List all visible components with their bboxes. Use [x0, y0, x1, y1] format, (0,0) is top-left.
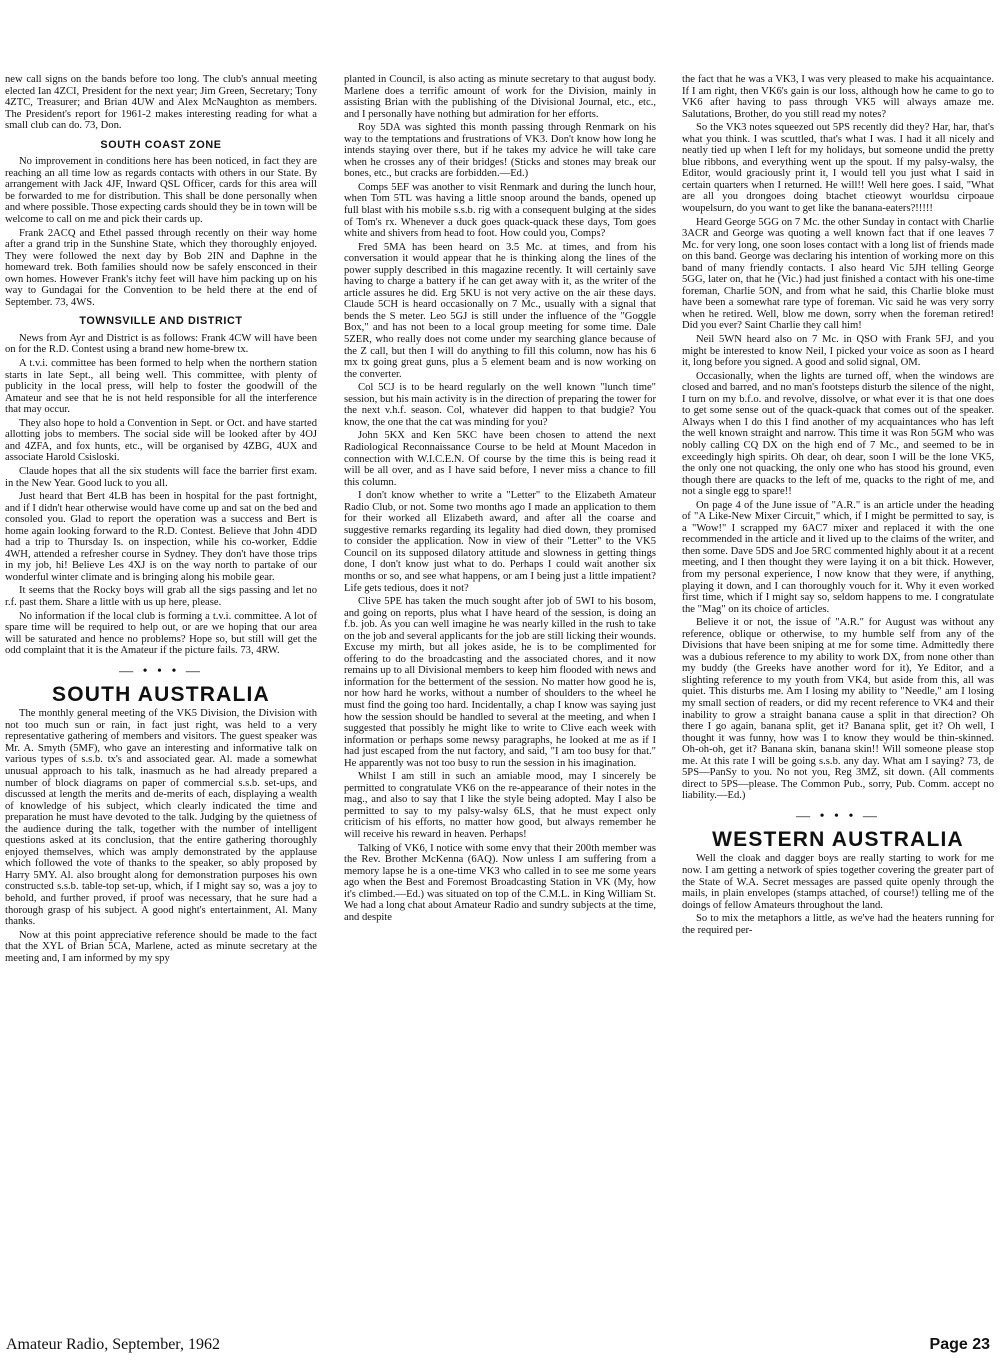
- paragraph: Fred 5MA has been heard on 3.5 Mc. at times, and from his conversation it would appear that he is thinking along the lines of the power supply described in this magazine recently. It will certainly save having to charge a battery if he can get away with it, as the writer of the article assures he did. Erg 5KU is not very active on the air these days. Claude 5CH is heard occasionally on 7 Mc., usually with a signal that bends the S meter. Leo 5GJ is still under the influence of the "Goggle Box," and has not been to a local group meeting for some time. Dale 5ZER, who really does not come under my searching glance because of the Z call, but then I will do anything to fill this column, now has his 6 mx tx going great guns, plus a 5 element beam and is now working on the converter.: [344, 241, 656, 380]
- paragraph: So to mix the metaphors a little, as we've had the heaters running for the required per-: [682, 913, 994, 936]
- paragraph: Whilst I am still in such an amiable mood, may I sincerely be permitted to congratulate VK6 on the re-appearance of their notes in the mag., and also to say that I like the style being adopted. May I also be permitted to say to my palsy-walsy 6LS, that he must expect only criticism of his efforts, no matter how good, but always remember he will receive his reward in heaven. Perhaps!: [344, 771, 656, 840]
- paragraph: Well the cloak and dagger boys are really starting to work for me now. I am getting a network of spies together covering the greater part of the State of W.A. Secret messages are passed quite openly through the mails, in plain envelopes (stamps attached, of course!) telling me of the doings of fellow Amateurs throughout the land.: [682, 853, 994, 911]
- paragraph: The monthly general meeting of the VK5 Division, the Division with not too much sun or rain, in fact just right, was held to a very representative gathering of members and visitors. The guest speaker was Mr. A. Smyth (5MF), who gave an interesting and informative talk on various types of s.s.b. tx's and associated gear. Al. made a somewhat unusual approach to his talk, inasmuch as he had already prepared a number of block diagrams on paper of commercial s.s.b. set-ups, and discussed at length the merits and de-merits of each, displaying a wealth of knowledge of his subject, which clearly indicated the time and preparation he must have devoted to the talk. Judging by the quietness of the audience during the talk, together with the number of intelligent questions asked at its conclusion, that the entire gathering thoroughly enjoyed themselves, which was amply demonstrated by the applause which followed the vote of thanks to the speaker, so ably proposed by Harry 5MY. Al. also brought along for demonstration purposes his own constructed s.s.b. table-top set-up, which, if I might say so, was a joy to behold, and further proved, if proof was necessary, that he sure had a thorough grasp of his subject. A good night's entertainment, Al. Many thanks.: [5, 708, 317, 928]
- paragraph: John 5KX and Ken 5KC have been chosen to attend the next Radiological Reconnaissance Course to be held at Mount Macedon in connection with W.I.C.E.N. Of course by the time this is being read it will be all over, and as I have said before, I never miss a chance to fill this column.: [344, 430, 656, 488]
- paragraph: A t.v.i. committee has been formed to help when the northern station starts in late Sept., all being well. This committee, with plenty of publicity in the local press, will help to foster the goodwill of the Amateur and see that he is not held responsible for all the interference that may occur.: [5, 358, 317, 416]
- paragraph: So the VK3 notes squeezed out 5PS recently did they? Har, har, that's what you think. I was scuttled, that's what I was. I had it all nicely and neatly tied up when I left for my holidays, but someone undid the pretty blue ribbons, and everything went up the spout. If my palsy-walsy, the Editor, would graciously print it, I would tell you just what I said in certain quarters when I returned. He will!! Well here goes. I said, "What are all you drongoes doing btachet ctieowyt wourldsu cirpoaue woupelsurn, do you want to get like the banana-eaters?!!!!!: [682, 122, 994, 215]
- paragraph: Clive 5PE has taken the much sought after job of 5WI to his bosom, and going on reports, plus what I have heard of the session, is doing an f.b. job. As you can well imagine he was nearly killed in the rush to take on the job and several applicants for the job are still licking their wounds. Excuse my mirth, but all jokes aside, he is to be complimented for offering to do the broadcasting and the associated chores, and it now remains up to all Divisional members to keep him flooded with news and information for the betterment of the session. No matter how good he is, nor how hard he works, without a number of shoulders to the wheel he must find the going too hard. Incidentally, a chap I know was saying just how the session should be handled to several at the meeting, and when I suggested that possibly he might like to write to Clive each week with information or perhaps some newsy paragraphs, he looked at me as if I had just escaped from the nut factory, and said, "I am too busy for that." He apparently was not too busy to run the session in his imagination.: [344, 596, 656, 769]
- page-footer: [0, 1336, 1000, 1358]
- paragraph: Roy 5DA was sighted this month passing through Renmark on his way to the temptations and frustrations of VK3. Don't know how long he intends staying over there, but if he takes my advice he will take care when he crosses any of their bridges! (Sticks and stones may break our bones, etc., but cracks are forbidden.—Ed.): [344, 122, 656, 180]
- paragraph: planted in Council, is also acting as minute secretary to that august body. Marlene does a terrific amount of work for the Division, mainly in assisting Brian with the publishing of the Divisional Journal, etc., etc., and I personally have nothing but admiration for her efforts.: [344, 74, 656, 120]
- paragraph: Col 5CJ is to be heard regularly on the well known "lunch time" session, but his main activity is in the direction of preparing the tower for the next v.h.f. season. Col, whatever did happen to that budgie? You know, the one that the cat was minding for you?: [344, 382, 656, 428]
- paragraph: On page 4 of the June issue of "A.R." is an article under the heading of "A Like-New Mixer Circuit," which, if I might be permitted to say, is a "Wow!" I scrapped my 6AC7 mixer and replaced it with the one recommended in the article and it lived up to the claims of the writer, and then some. Dave 5DS and Joe 5RC commented highly about it at a recent meeting, and I then thought they were laying it on a bit thick. However, from my personal experience, I now know that they were, if anything, playing it down, and I can thoroughly vouch for it. Why it even worked first time, which if I might say so, seldom happens to me. I congratulate the "Mag" on its choice of articles.: [682, 499, 994, 615]
- column-3: [682, 74, 994, 1329]
- page-number: Page 23: [929, 1336, 990, 1353]
- paragraph: It seems that the Rocky boys will grab all the sigs passing and let no r.f. past them. Share a little with us up here, please.: [5, 585, 317, 608]
- paragraph: No improvement in conditions here has been noticed, in fact they are reaching an all time low as regards contacts with others in our State. By arrangement with Jack 4JF, Inward QSL Officer, cards for this area will be forwarded to me for distribution. This shall be done personally when and where possible. Those expecting cards should they be in town will be welcome to call on me and pick their cards up.: [5, 156, 317, 226]
- paragraph: Just heard that Bert 4LB has been in hospital for the past fortnight, and if I didn't hear otherwise would have come up and sat on the bed and consoled you. Glad to report the operation was a success and Bert is home again looking forward to the R.D. Contest. Believe that John 4DD had a trip to Thursday Is. on inspection, while his co-worker, Eddie 4WH, attended a refresher course in Sydney. They don't have those trips in my job, hi! Believe Les 4XJ is on the way north to partake of our wonderful winter climate and is bringing along his mobile gear.: [5, 491, 317, 583]
- section-separator: — • • • —: [796, 808, 880, 824]
- paragraph: Comps 5EF was another to visit Renmark and during the lunch hour, when Tom 5TL was having a little snoop around the bands, opened up full blast with his mobile s.s.b. rig with a consequent bulging at the sides of Tom's rx. Whenever a duck goes quack-quack these days, Tom goes white and shivers from head to foot. How could you, Comps?: [344, 181, 656, 240]
- paragraph: No information if the local club is forming a t.v.i. committee. A lot of spare time will be required to help out, or are we hoping that our area will be saturated and hence no problems? Hope so, but still will get the odd complaint that it is the Amateur if the picture fails. 73, 4RW.: [5, 610, 317, 657]
- publication-line: Amateur Radio, September, 1962: [6, 1336, 220, 1353]
- paragraph: They also hope to hold a Convention in Sept. or Oct. and have started allotting jobs to members. The social side will be looked after by 4OJ and 4ZFA, and fox hunts, etc., will be organised by 4ZBG, 4UX and associate Harold Csisloski.: [5, 417, 317, 464]
- column-1: [5, 74, 317, 1329]
- paragraph: the fact that he was a VK3, I was very pleased to make his acquaintance. If I am right, then VK6's gain is our loss, although how he came to go to VK6 after having to pass through VK5 will always amaze me. Salutations, Brother, do you still read my notes?: [682, 74, 994, 120]
- paragraph: News from Ayr and District is as follows: Frank 4CW will have been on for the R.D. Contest using a brand new home-brew tx.: [5, 332, 317, 356]
- section-heading-townsville-and-district: TOWNSVILLE AND DISTRICT: [79, 315, 243, 328]
- paragraph: Talking of VK6, I notice with some envy that their 200th member was the Rev. Brother McKenna (6AQ). Now unless I am suffering from a memory lapse he is a one-time VK3 who called in to see me some years ago when the Best and Foremost Broadcasting Station in VK (My, how it's climbed.—Ed.) was situated on top of the C.M.L. in King William St. We had a long chat about Amateur Radio and sundry subjects at the time, and despite: [344, 842, 656, 923]
- column-2: [344, 74, 656, 1329]
- paragraph: Heard George 5GG on 7 Mc. the other Sunday in contact with Charlie 3ACR and George was quoting a well known fact that if one leaves 7 Mc. for very long, one soon loses contact with a long list of friends made on this band. George was declaring his intention of working more on this band of many friendly contacts. I also heard Vic 5JH telling George 5GG, later on, that he (Vic.) had just finished a contact with his one-time foreman, Charlie 5ON, and from what he said, this Charlie bloke must have been a somewhat rare type of foreman. Vic said he was very sorry when he retired. Well, blow me down, sorry when the foreman retired! Did you ever? Saint Charlie they call him!: [682, 216, 994, 332]
- paragraph: Occasionally, when the lights are turned off, when the windows are closed and barred, and no man's footsteps disturb the silence of the night, I turn on my b.f.o. and revolve, dissolve, or what ever it is that one does to get some sense out of the quack-quack that comes out of the speaker. Always when I do this I find another of my acquaintances who has left the well known straight and narrow. This time it was Ron 5GM who was nobly calling CQ DX on the high end of 7 Mc., and seemed to be in exceedingly high spirits. Oh dear, oh dear, soon I will be the lone VK5, the only one not quacking, the only one who has stood his ground, even though there are quacks to the left of me, quacks to the right of me, and not a single egg to spare!!: [682, 370, 994, 498]
- section-heading-south-coast-zone: SOUTH COAST ZONE: [100, 138, 222, 151]
- paragraph: Believe it or not, the issue of "A.R." for August was without any reference, oblique or otherwise, to my humble self from any of the Divisions that have been sniping at me for some time. Admittedly there was a dubious reference to my ability to work DX, from none other than my buddy (the Greeks have another word for it), Ye Editor, and a slighting reference to my youth from VK4, but aside from this, all was quiet. This disturbs me. Am I losing my ability to "Needle," am I losing my small section of readers, or did my recent reference to VK4 and their inability to grow a straight banana cause a split in that direction? Oh there I go again, banana split, get it? Banana split, get it? Oh well, I thought it was funny, how was I to know they would be thin-skinned. Oh-oh-oh, get it? Banana skin, banana skin!! Will someone please stop me. At this rate I will be going s.s.b. any day. What am I saying? 73, de 5PS—PanSy to you. No not you, Reg 3MZ, sit down. (All comments direct to 5PS—please. The Common Pub., sorry, Pub. Comm. accept no liability.—Ed.): [682, 617, 994, 802]
- paragraph: Now at this point appreciative reference should be made to the fact that the XYL of Brian 5CA, Marlene, acted as minute secretary at the meeting and, I am informed by my spy: [5, 929, 317, 964]
- paragraph: new call signs on the bands before too long. The club's annual meeting elected Ian 4ZCI, President for the next year; Jim Green, Secretary; Tony 4ZTC, Treasurer; and Brian 4UW and Alex McNaughton as members. The President's report for 1961-2 makes interesting reading for what a small club can do. 73, Don.: [5, 74, 317, 132]
- paragraph: Frank 2ACQ and Ethel passed through recently on their way home after a grand trip in the Sunshine State, which they thoroughly enjoyed. They were followed the next day by Bob 2IN and Daphne in the homeward trek. Both families should now be safely ensconced in their own homes. However Frank's itchy feet will have him packing up on his way to Gundagai for the Convention to be held there at the end of September. 73, 4WS.: [5, 227, 317, 308]
- section-separator: — • • • —: [119, 663, 203, 679]
- paragraph: I don't know whether to write a "Letter" to the Elizabeth Amateur Radio Club, or not. Some two months ago I made an application to them for their worked all Elizabeth award, and after all the coarse and suggestive remarks regarding its legality had died down, they promised to consider the application. Now in view of their "Letter" to the VK5 Council on its supposed dilatory attitude and slowness in getting things done, I don't know just what to do. Perhaps I could wait another six months or so, and see what happens, or am I being just a little impatient? Life gets tedious, does it not?: [344, 490, 656, 594]
- section-heading-south-australia: SOUTH AUSTRALIA: [52, 682, 270, 706]
- section-heading-western-australia: WESTERN AUSTRALIA: [712, 827, 964, 851]
- paragraph: Neil 5WN heard also on 7 Mc. in QSO with Frank 5FJ, and you might be interested to know Neil, I picked your voice as soon as I heard it, long before you signed. A good and solid signal, OM.: [682, 334, 994, 369]
- paragraph: Claude hopes that all the six students will face the barrier first exam. in the New Year. Good luck to you all.: [5, 465, 317, 489]
